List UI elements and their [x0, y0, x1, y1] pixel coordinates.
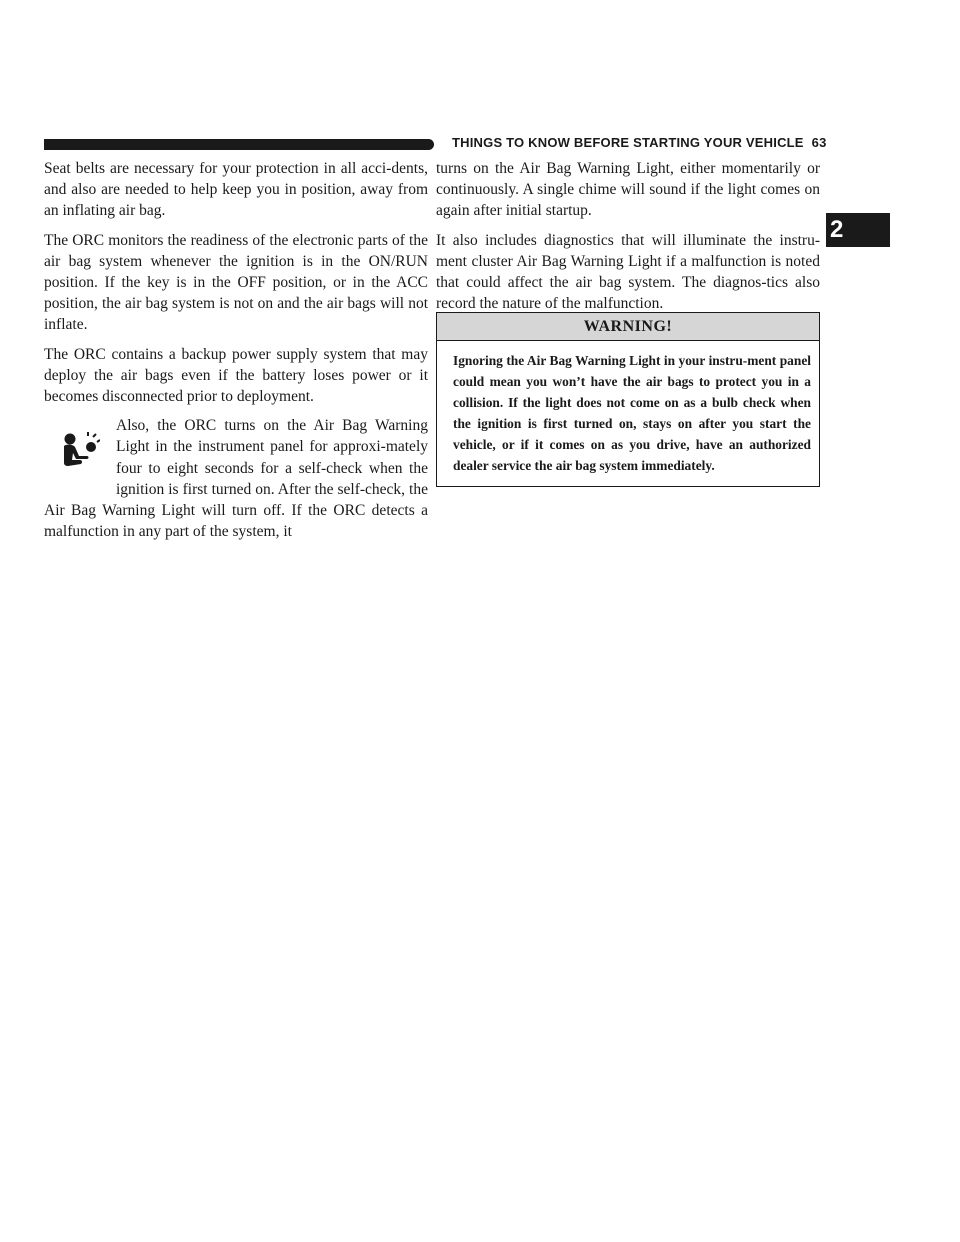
- header-bar: [44, 139, 434, 150]
- airbag-warning-icon: [44, 415, 116, 485]
- paragraph-orc-monitors: The ORC monitors the readiness of the electronic parts of the air bag system whenever the ignition is in the ON/RUN position. If the key is in the OFF position, or in the ACC position, the air bag system is not on and the air bags will not inflate.: [44, 231, 428, 334]
- warning-body: Ignoring the Air Bag Warning Light in your instru-ment panel could mean you won’t have the air bags to protect you in a collision. If the light does not come on as a bulb check when the ignition is first turned on, stays on after you start the vehicle, or if it comes on as you drive, have an authorized dealer service the air bag system immediately.: [453, 353, 811, 473]
- warning-title: WARNING!: [437, 313, 819, 341]
- paragraph-backup-power: The ORC contains a backup power supply system that may deploy the air bags even if the battery loses power or it becomes disconnected prior to deployment.: [44, 345, 428, 406]
- warning-box: [436, 312, 820, 487]
- right-column: [436, 158, 820, 322]
- paragraph-turns-on: turns on the Air Bag Warning Light, either momentarily or continuously. A single chime will sound if the light comes on again after initial startup.: [436, 160, 820, 220]
- paragraph-orc-warning-light: Also, the ORC turns on the Air Bag Warning Light in the instrument panel for approxi-mately four to eight seconds for a self-check when the ignition is first turned on. After the self-check, the Air Bag Warning Light will turn off. If the ORC detects a malfunction in any part of the system, it: [44, 417, 428, 541]
- chapter-tab: [826, 213, 890, 247]
- airbag-warning-icon-graphic: [60, 432, 100, 468]
- paragraph-diagnostics: It also includes diagnostics that will illuminate the instru-ment cluster Air Bag Warning Light if a malfunction is noted that could affect the air bag system. The diagnos-tics also record the nature of the malfunction.: [436, 231, 820, 313]
- paragraph-seat-belts: Seat belts are necessary for your protection in all acci-dents, and also are needed to help keep you in position, away from an inflating air bag.: [44, 160, 428, 220]
- left-column: [44, 158, 428, 550]
- running-header: [452, 135, 827, 150]
- chapter-number: 2: [830, 216, 844, 243]
- page-number: 63: [811, 135, 827, 150]
- header-title: THINGS TO KNOW BEFORE STARTING YOUR VEHICLE: [452, 135, 804, 150]
